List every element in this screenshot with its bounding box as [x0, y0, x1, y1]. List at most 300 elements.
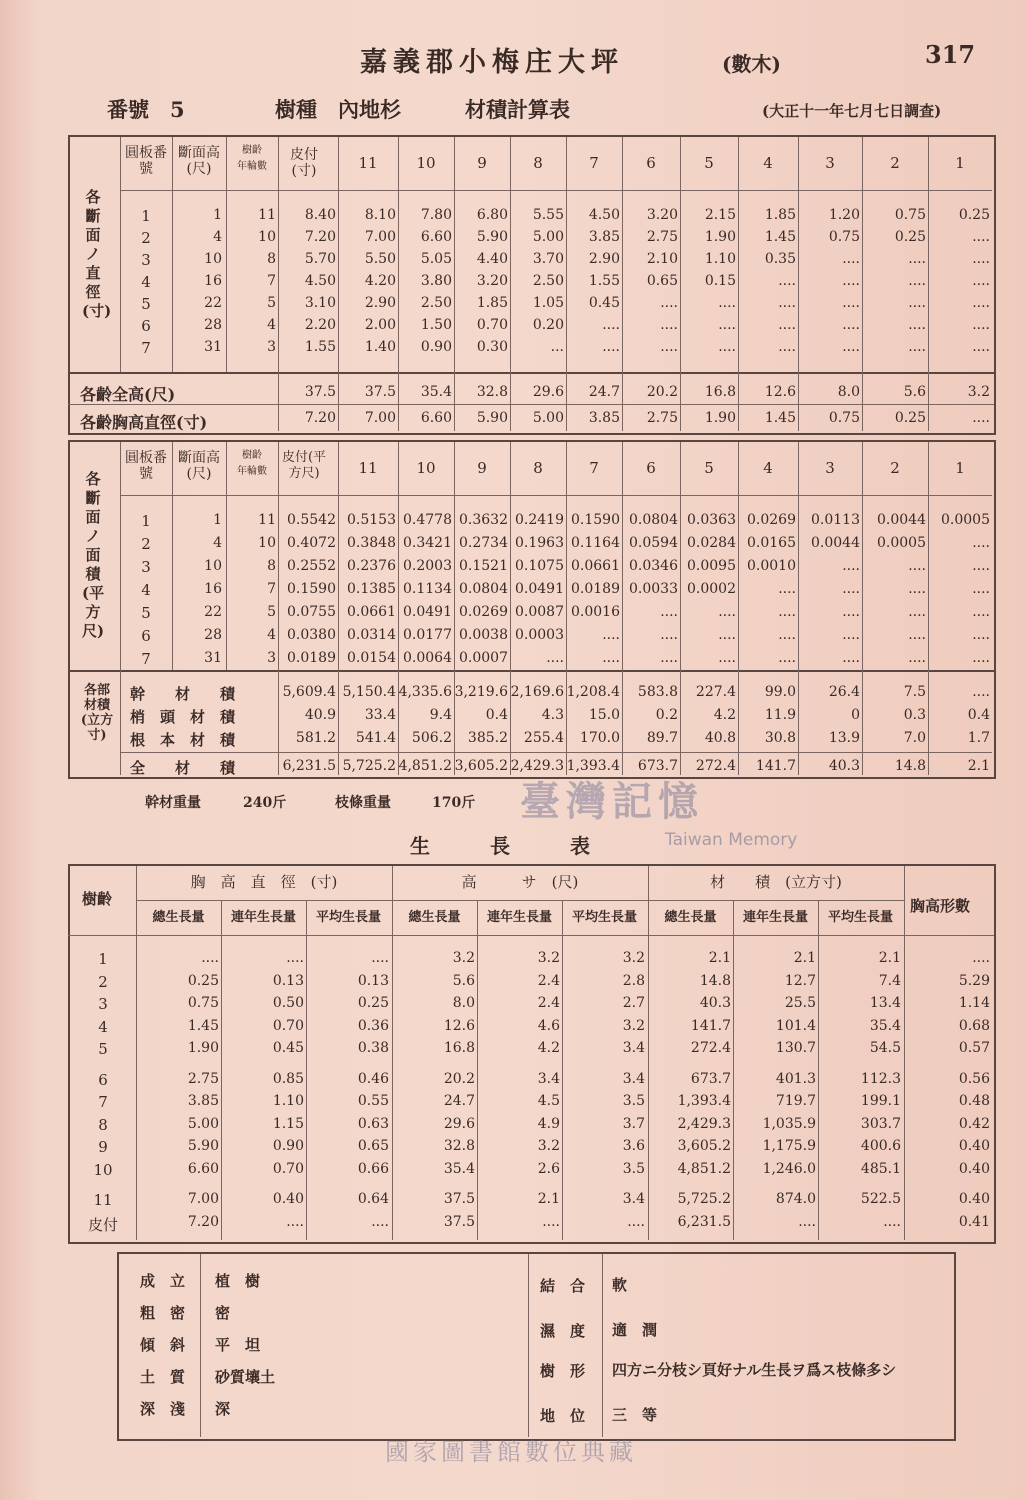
cell-value: 0.0269: [747, 512, 796, 528]
growth-value: 54.5: [869, 1040, 901, 1056]
cell-value: 0.0154: [347, 650, 396, 666]
growth-age: 6: [98, 1070, 108, 1089]
growth-group-header: 胸 高 直 徑 (寸): [190, 873, 338, 891]
total-height-value: 20.2: [646, 384, 678, 400]
growth-value: 199.1: [860, 1093, 901, 1109]
cell-value: 0.15: [704, 273, 736, 289]
growth-value: 0.13: [357, 972, 389, 989]
growth-value: 7.20: [187, 1213, 219, 1230]
growth-value: 2.1: [878, 950, 901, 966]
growth-value: 0.63: [357, 1115, 389, 1132]
growth-value: 874.0: [775, 1191, 816, 1207]
cell-value: ....: [908, 339, 926, 355]
growth-value: 0.40: [958, 1138, 990, 1154]
cell-value: ....: [602, 650, 620, 666]
growth-age: 2: [98, 972, 108, 991]
survey-date: (大正十一年七月七日調查): [762, 102, 942, 120]
height-header: 斷面高(尺): [178, 145, 220, 177]
cell-value: 0.75: [894, 207, 926, 223]
breast-diameter-value: 2.75: [646, 410, 678, 426]
disc-number: 5: [141, 295, 151, 313]
volume-value: 581.2: [295, 730, 336, 746]
growth-value: 101.4: [775, 1017, 816, 1034]
cell-value: ....: [718, 604, 736, 620]
cell-value: ....: [842, 558, 860, 574]
site-key: 地 位: [540, 1407, 586, 1425]
diameter-side-label: 各斷面ノ直徑(寸): [82, 188, 112, 320]
growth-value: 1,246.0: [762, 1160, 816, 1177]
section-height: 1: [213, 512, 222, 528]
rings-age-header: [228, 143, 276, 175]
cell-value: ....: [778, 581, 796, 597]
ring-count: 11: [258, 207, 276, 223]
volume-label: 根 本 材 積: [130, 731, 236, 749]
cell-value: 0.20: [532, 317, 564, 333]
section-height: 1: [213, 207, 222, 223]
height-header-2: 斷面高(尺): [178, 450, 220, 482]
section-height: 4: [213, 229, 222, 245]
age-column-header: 4: [763, 154, 773, 172]
volume-value: 40.9: [304, 707, 336, 723]
volume-value: 0: [851, 707, 860, 723]
section-height: 22: [204, 295, 222, 311]
breast-diameter-value: 0.25: [894, 410, 926, 426]
growth-value: 0.70: [272, 1160, 304, 1177]
branch-weight-label: 枝條重量: [335, 795, 391, 811]
breast-diameter-value: 5.90: [476, 410, 508, 426]
volume-value: 0.3: [903, 707, 926, 723]
growth-value: ....: [286, 1213, 304, 1230]
volume-value: 3,219.6: [454, 684, 508, 700]
cell-value: 0.3421: [403, 535, 452, 551]
cell-value: 2.15: [704, 207, 736, 223]
cell-value: 0.25: [958, 207, 990, 223]
cell-value: ....: [660, 627, 678, 643]
disc-number: 1: [141, 207, 151, 225]
growth-sub-header: 連年生長量: [230, 910, 296, 925]
growth-value: 0.40: [272, 1191, 304, 1207]
cell-value: 3.20: [476, 273, 508, 289]
growth-value: 2.6: [537, 1160, 560, 1177]
cell-value: ....: [908, 317, 926, 333]
disc-number: 3: [141, 558, 151, 576]
growth-value: 0.55: [357, 1093, 389, 1109]
cell-value: 5.05: [420, 251, 452, 267]
growth-value: 7.00: [187, 1191, 219, 1207]
growth-value: 0.50: [272, 995, 304, 1011]
growth-value: 0.65: [357, 1138, 389, 1154]
breast-diameter-value: 3.85: [588, 410, 620, 426]
cell-value: 0.0804: [629, 512, 678, 528]
breast-diameter-value: 1.45: [764, 410, 796, 426]
growth-value: 2,429.3: [677, 1115, 731, 1132]
cell-value: 0.35: [764, 251, 796, 267]
growth-value: 719.7: [775, 1093, 816, 1109]
volume-value: 2,169.6: [510, 684, 564, 700]
cell-value: ....: [972, 650, 990, 666]
growth-value: 0.48: [958, 1093, 990, 1109]
site-value: 平 坦: [215, 1336, 261, 1354]
age-column-header: 5: [704, 459, 714, 477]
growth-group-header: 高 サ (尺): [461, 873, 579, 891]
site-value: 深: [215, 1400, 231, 1418]
age-column-header: 1: [955, 154, 965, 172]
total-volume-value: 14.8: [894, 758, 926, 774]
ring-count: 7: [267, 581, 276, 597]
growth-value: 0.70: [272, 1017, 304, 1034]
total-height-value: 8.0: [837, 384, 860, 400]
growth-value: 2.7: [622, 995, 645, 1011]
cell-value: 2.20: [304, 317, 336, 333]
disc-number: 3: [141, 251, 151, 269]
growth-value: 3.2: [537, 950, 560, 966]
growth-value: 3.4: [622, 1070, 645, 1087]
cell-value: 0.1134: [403, 581, 452, 597]
growth-value: 13.4: [869, 995, 901, 1011]
growth-age: 9: [98, 1138, 108, 1156]
cell-value: ....: [908, 558, 926, 574]
volume-value: 5,150.4: [342, 684, 396, 700]
cell-value: 0.1385: [347, 581, 396, 597]
cell-value: 0.2003: [403, 558, 452, 574]
growth-value: 130.7: [775, 1040, 816, 1056]
cell-value: 2.10: [646, 251, 678, 267]
bark-header-2: 皮付(平方尺): [281, 450, 327, 481]
age-column-header: 6: [646, 459, 656, 477]
cell-value: 0.0087: [515, 604, 564, 620]
cell-value: 3.20: [646, 207, 678, 223]
cell-value: 0.0804: [459, 581, 508, 597]
cell-value: ....: [842, 251, 860, 267]
site-key: 成 立: [140, 1272, 186, 1290]
volume-value: 89.7: [646, 730, 678, 746]
volume-value: 9.4: [429, 707, 452, 723]
cell-value: 0.25: [894, 229, 926, 245]
growth-group-header: 材 積 (立方寸): [710, 873, 842, 891]
cell-value: ....: [972, 535, 990, 551]
cell-value: 0.0044: [811, 535, 860, 551]
cell-value: ....: [972, 317, 990, 333]
cell-value: 0.0005: [941, 512, 990, 528]
age-header-text: 樹齡: [242, 145, 262, 156]
breast-diameter-value: 7.20: [304, 410, 336, 426]
ring-count: 3: [267, 650, 276, 666]
age-column-header: 2: [890, 154, 900, 172]
cell-value: 5.55: [532, 207, 564, 223]
age-column-header: 11: [358, 154, 378, 172]
growth-value: 272.4: [690, 1040, 731, 1056]
site-key: 土 質: [140, 1368, 186, 1386]
section-height: 10: [204, 251, 222, 267]
growth-value: 12.7: [784, 972, 816, 989]
total-height-value: 3.2: [967, 384, 990, 400]
watermark-logo: 臺灣記憶: [520, 778, 704, 825]
cell-value: ....: [972, 251, 990, 267]
cell-value: ....: [718, 650, 736, 666]
cell-value: 1.40: [364, 339, 396, 355]
cell-value: 5.00: [532, 229, 564, 245]
cell-value: 1.55: [588, 273, 620, 289]
growth-age: 7: [98, 1093, 108, 1111]
growth-value: 3.4: [622, 1191, 645, 1207]
cell-value: 0.0755: [287, 604, 336, 620]
age-column-header: 10: [416, 459, 436, 477]
cell-value: 2.90: [364, 295, 396, 311]
cell-value: 0.30: [476, 339, 508, 355]
section-height: 31: [204, 339, 222, 355]
growth-value: ....: [627, 1213, 645, 1230]
cell-value: 1.10: [704, 251, 736, 267]
cell-value: 2.75: [646, 229, 678, 245]
growth-value: 1.10: [272, 1093, 304, 1109]
growth-value: 6,231.5: [677, 1213, 731, 1230]
breast-diameter-value: ....: [972, 410, 990, 426]
volume-value: ....: [972, 684, 990, 700]
total-volume-value: 4,851.2: [398, 758, 452, 774]
cell-value: 0.2419: [515, 512, 564, 528]
area-side-label: 各斷面ノ面積(平方尺): [82, 470, 105, 640]
cell-value: 0.0177: [403, 627, 452, 643]
disc-number: 2: [141, 229, 151, 247]
growth-value: 3.2: [622, 1017, 645, 1034]
growth-value: 4.9: [537, 1115, 560, 1132]
growth-value: 0.40: [958, 1191, 990, 1207]
growth-value: 16.8: [443, 1040, 475, 1056]
growth-value: 485.1: [860, 1160, 901, 1177]
cell-value: ....: [972, 627, 990, 643]
cell-value: 0.0165: [747, 535, 796, 551]
site-value: 軟: [612, 1276, 628, 1294]
cell-value: 0.0095: [687, 558, 736, 574]
ring-count: 3: [267, 339, 276, 355]
breast-diameter-value: 0.75: [828, 410, 860, 426]
growth-value: ....: [798, 1213, 816, 1230]
growth-value: 1.15: [272, 1115, 304, 1132]
cell-value: 0.0038: [459, 627, 508, 643]
growth-value: 29.6: [443, 1115, 475, 1132]
disc-number: 6: [141, 317, 151, 335]
cell-value: 0.0346: [629, 558, 678, 574]
cell-value: 2.00: [364, 317, 396, 333]
cell-value: ...: [550, 339, 564, 355]
cell-value: ....: [778, 317, 796, 333]
growth-value: 1.90: [187, 1040, 219, 1056]
growth-age: 3: [98, 995, 108, 1013]
cell-value: 0.1590: [287, 581, 336, 597]
site-value: 三 等: [612, 1406, 658, 1424]
cell-value: 0.1075: [515, 558, 564, 574]
part-volume-side-label: 各部材積(立方寸): [80, 683, 114, 743]
growth-value: ....: [371, 950, 389, 966]
disc-number: 6: [141, 627, 151, 645]
total-volume-value: 2.1: [967, 758, 990, 774]
cell-value: 1.50: [420, 317, 452, 333]
cell-value: ....: [908, 251, 926, 267]
cell-value: 0.1521: [459, 558, 508, 574]
age-column-header: 3: [825, 459, 835, 477]
growth-age: 5: [98, 1040, 108, 1058]
ring-count: 8: [267, 251, 276, 267]
growth-age: 4: [98, 1017, 108, 1036]
cell-value: ....: [660, 295, 678, 311]
growth-value: ....: [371, 1213, 389, 1230]
cell-value: 1.90: [704, 229, 736, 245]
rings-header-text: 年輪數: [237, 161, 267, 172]
cell-value: ....: [546, 650, 564, 666]
cell-value: 0.3848: [347, 535, 396, 551]
growth-value: 4,851.2: [677, 1160, 731, 1177]
age-column-header: 8: [533, 154, 543, 172]
growth-value: 3.4: [537, 1070, 560, 1087]
cell-value: 2.50: [420, 295, 452, 311]
cell-value: 0.4778: [403, 512, 452, 528]
growth-value: 112.3: [860, 1070, 901, 1087]
growth-age-header: 樹齡: [82, 890, 113, 908]
growth-value: 673.7: [690, 1070, 731, 1087]
disc-number: 5: [141, 604, 151, 622]
cell-value: ....: [842, 317, 860, 333]
section-height: 16: [204, 273, 222, 289]
cell-value: 0.1963: [515, 535, 564, 551]
volume-value: 506.2: [411, 730, 452, 746]
cell-value: 0.3632: [459, 512, 508, 528]
cell-value: 0.5153: [347, 512, 396, 528]
cell-value: 0.0064: [403, 650, 452, 666]
site-value: 植 樹: [215, 1272, 261, 1290]
section-height: 28: [204, 317, 222, 333]
species-label: 樹種 內地杉: [275, 97, 401, 122]
volume-value: 7.5: [903, 684, 926, 700]
growth-value: 3.6: [622, 1138, 645, 1154]
cell-value: 0.0314: [347, 627, 396, 643]
cell-value: ....: [908, 273, 926, 289]
site-key: 濕 度: [540, 1322, 586, 1340]
growth-age: 皮付: [87, 1215, 118, 1234]
growth-value: ....: [972, 950, 990, 966]
cell-value: 0.0594: [629, 535, 678, 551]
cell-value: 0.1164: [571, 535, 620, 551]
total-volume-value: 673.7: [637, 758, 678, 774]
growth-age: 10: [93, 1160, 113, 1179]
cell-value: 0.0661: [571, 558, 620, 574]
cell-value: 0.0003: [515, 627, 564, 643]
stem-weight-value: 240斤: [243, 795, 287, 811]
cell-value: ....: [972, 558, 990, 574]
age-column-header: 7: [589, 459, 599, 477]
disc-number: 2: [141, 535, 151, 553]
age-column-header: 5: [704, 154, 714, 172]
volume-value: 0.4: [967, 707, 990, 723]
volume-value: 7.0: [903, 730, 926, 746]
cell-value: 1.85: [764, 207, 796, 223]
cell-value: 1.05: [532, 295, 564, 311]
ring-count: 11: [258, 512, 276, 528]
cell-value: 6.80: [476, 207, 508, 223]
volume-value: 385.2: [467, 730, 508, 746]
growth-value: 5,725.2: [677, 1191, 731, 1207]
cell-value: ....: [972, 229, 990, 245]
bottom-watermark: 國家圖書館數位典藏: [385, 1438, 637, 1466]
age-column-header: 9: [477, 459, 487, 477]
cell-value: ....: [972, 581, 990, 597]
cell-value: 4.50: [588, 207, 620, 223]
section-height: 31: [204, 650, 222, 666]
growth-value: 0.13: [272, 972, 304, 989]
growth-value: 37.5: [443, 1213, 475, 1230]
volume-label: 梢 頭 材 積: [130, 708, 236, 726]
page-number: 317: [925, 40, 976, 69]
age-column-header: 7: [589, 154, 599, 172]
volume-value: 4,335.6: [398, 684, 452, 700]
site-key: 傾 斜: [140, 1336, 186, 1354]
cell-value: 0.0491: [403, 604, 452, 620]
cell-value: ....: [842, 650, 860, 666]
growth-value: 35.4: [443, 1160, 475, 1177]
number-label: 番號 5: [107, 97, 185, 122]
cell-value: ....: [660, 339, 678, 355]
cell-value: 0.5542: [287, 512, 336, 528]
cell-value: ....: [718, 317, 736, 333]
cell-value: ....: [908, 650, 926, 666]
cell-value: ....: [660, 650, 678, 666]
total-height-value: 16.8: [704, 384, 736, 400]
section-height: 4: [213, 535, 222, 551]
cell-value: 8.40: [304, 207, 336, 223]
growth-value: 5.00: [187, 1115, 219, 1132]
volume-value: 4.2: [713, 707, 736, 723]
watermark-text: Taiwan Memory: [665, 830, 798, 850]
cell-value: ....: [842, 627, 860, 643]
growth-value: 3.5: [622, 1160, 645, 1177]
cell-value: 7.00: [364, 229, 396, 245]
growth-value: 0.40: [958, 1160, 990, 1177]
cell-value: 6.60: [420, 229, 452, 245]
growth-value: 32.8: [443, 1138, 475, 1154]
disc-no-header-2: 圓板番號: [125, 450, 167, 482]
rings-age-header-2: [228, 448, 276, 480]
table-name: 材積計算表: [465, 97, 570, 122]
site-key: 深 淺: [140, 1400, 186, 1418]
growth-sub-header: 連年生長量: [742, 910, 808, 925]
growth-age: 11: [93, 1191, 113, 1209]
stem-weight-label: 幹材重量: [145, 795, 201, 811]
total-height-value: 37.5: [364, 384, 396, 400]
cell-value: ....: [842, 581, 860, 597]
volume-value: 1.7: [967, 730, 990, 746]
total-height-value: 5.6: [903, 384, 926, 400]
cell-value: ....: [602, 317, 620, 333]
growth-value: 4.2: [537, 1040, 560, 1056]
total-height-value: 32.8: [476, 384, 508, 400]
volume-value: 40.8: [704, 730, 736, 746]
volume-value: 13.9: [828, 730, 860, 746]
growth-value: 12.6: [443, 1017, 475, 1034]
growth-sub-header: 平均生長量: [571, 910, 637, 925]
cell-value: ....: [602, 627, 620, 643]
growth-value: 522.5: [860, 1191, 901, 1207]
total-height-value: 12.6: [764, 384, 796, 400]
cell-value: 7.80: [420, 207, 452, 223]
cell-value: ....: [972, 339, 990, 355]
growth-value: 4.6: [537, 1017, 560, 1034]
cell-value: ....: [660, 604, 678, 620]
disc-number: 1: [141, 512, 151, 530]
ring-count: 5: [267, 604, 276, 620]
total-height-label: 各齡全高(尺): [80, 385, 176, 404]
growth-value: 3.4: [622, 1040, 645, 1056]
growth-sub-header: 平均生長量: [315, 910, 381, 925]
growth-value: 3,605.2: [677, 1138, 731, 1154]
